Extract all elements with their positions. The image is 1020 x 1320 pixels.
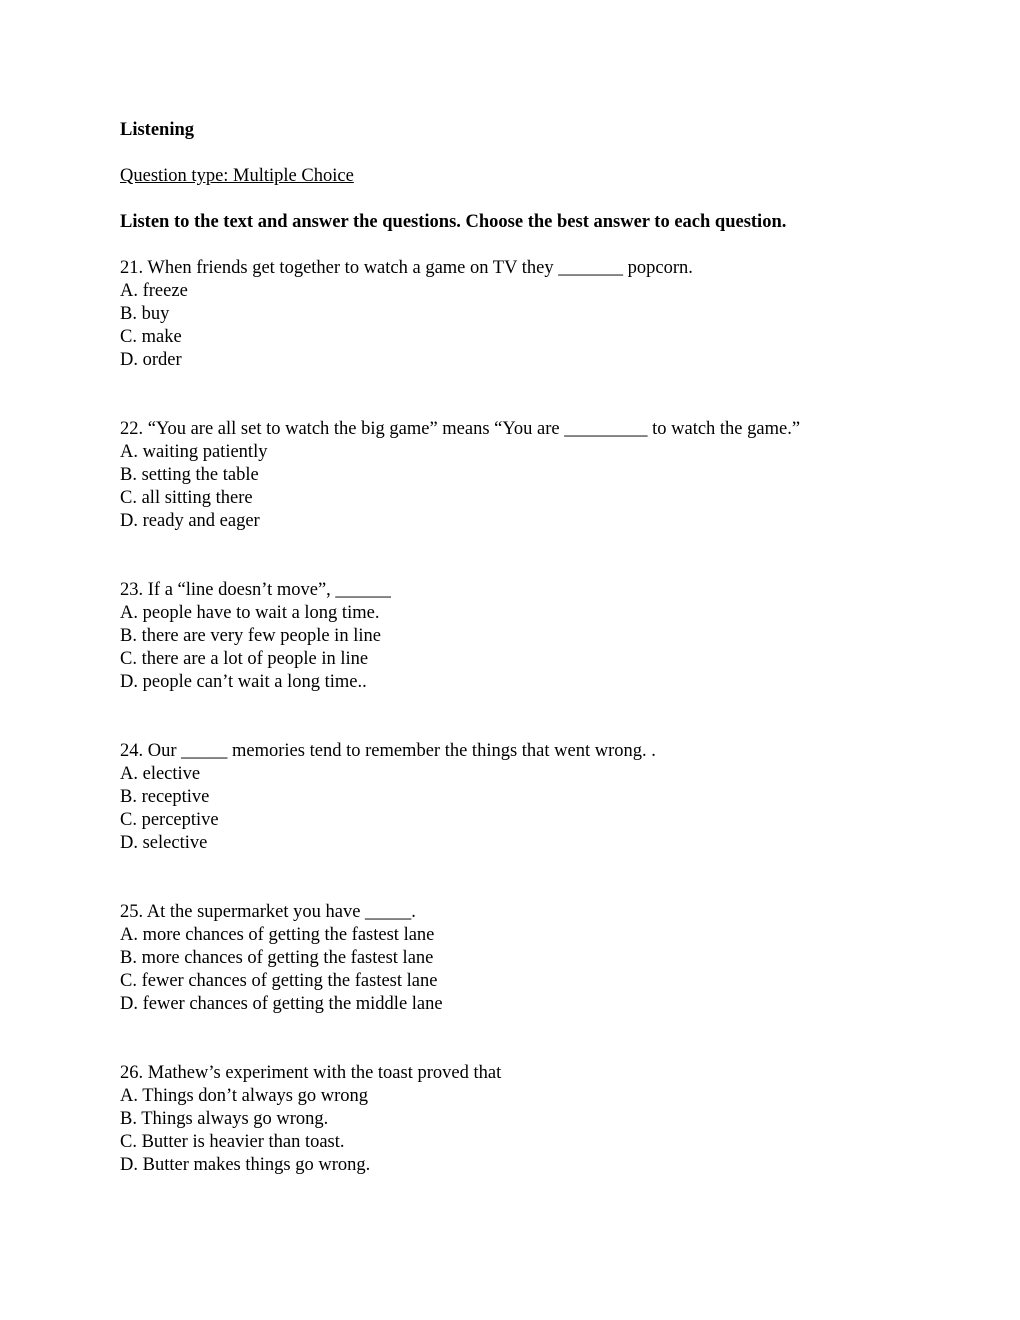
question-stem: 24. Our _____ memories tend to remember the things that went wrong. . xyxy=(120,741,656,761)
section-heading: Listening xyxy=(120,120,195,140)
option-b: B. more chances of getting the fastest lane xyxy=(120,948,434,968)
question-21 xyxy=(120,257,920,372)
option-d: D. selective xyxy=(120,833,208,853)
question-stem: 22. “You are all set to watch the big game” means “You are _________ to watch the game.” xyxy=(120,419,801,439)
option-b: B. receptive xyxy=(120,787,210,807)
option-a: A. people have to wait a long time. xyxy=(120,603,380,623)
option-c: C. fewer chances of getting the fastest lane xyxy=(120,971,438,991)
option-a: A. elective xyxy=(120,764,201,784)
question-stem: 23. If a “line doesn’t move”, ______ xyxy=(120,580,391,600)
question-stem: 26. Mathew’s experiment with the toast proved that xyxy=(120,1063,502,1083)
option-c: C. Butter is heavier than toast. xyxy=(120,1132,345,1152)
question-24 xyxy=(120,740,920,855)
question-23 xyxy=(120,579,920,694)
option-d: D. fewer chances of getting the middle lane xyxy=(120,994,443,1014)
option-b: B. setting the table xyxy=(120,465,259,485)
document-page xyxy=(120,119,920,1177)
option-d: D. people can’t wait a long time.. xyxy=(120,672,367,692)
option-a: A. freeze xyxy=(120,281,188,301)
option-b: B. Things always go wrong. xyxy=(120,1109,329,1129)
option-a: A. Things don’t always go wrong xyxy=(120,1086,369,1106)
option-d: D. order xyxy=(120,350,182,370)
option-c: C. there are a lot of people in line xyxy=(120,649,369,669)
instructions-text: Listen to the text and answer the questions. Choose the best answer to each question. xyxy=(120,212,787,232)
option-b: B. there are very few people in line xyxy=(120,626,381,646)
option-c: C. perceptive xyxy=(120,810,219,830)
question-22 xyxy=(120,418,920,533)
option-c: C. make xyxy=(120,327,182,347)
option-a: A. more chances of getting the fastest lane xyxy=(120,925,435,945)
option-b: B. buy xyxy=(120,304,170,324)
question-26 xyxy=(120,1062,920,1177)
question-type-label: Question type: Multiple Choice xyxy=(120,166,354,186)
question-stem: 25. At the supermarket you have _____. xyxy=(120,902,416,922)
option-c: C. all sitting there xyxy=(120,488,253,508)
question-stem: 21. When friends get together to watch a game on TV they _______ popcorn. xyxy=(120,258,693,278)
option-d: D. ready and eager xyxy=(120,511,260,531)
question-25 xyxy=(120,901,920,1016)
option-d: D. Butter makes things go wrong. xyxy=(120,1155,371,1175)
option-a: A. waiting patiently xyxy=(120,442,268,462)
